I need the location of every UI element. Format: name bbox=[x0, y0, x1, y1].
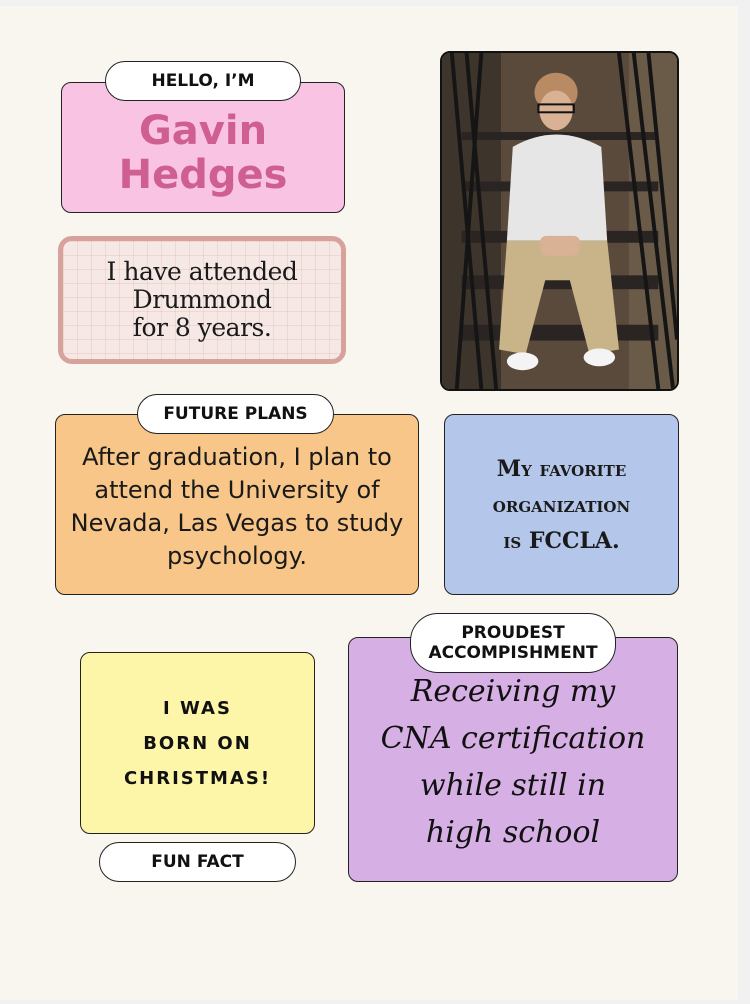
future-plans-label: FUTURE PLANS bbox=[137, 394, 334, 434]
portrait-photo-icon bbox=[442, 53, 677, 389]
student-photo bbox=[440, 51, 679, 391]
future-plans-text: After graduation, I plan to attend the University of Nevada, Las Vegas to study psychology. bbox=[70, 443, 404, 570]
fun-fact-card bbox=[80, 652, 315, 834]
proudest-text: Receiving my CNA certification while still in high school bbox=[380, 674, 646, 850]
attended-card bbox=[58, 236, 346, 364]
profile-page bbox=[0, 6, 738, 1000]
favorite-org-card bbox=[444, 414, 679, 595]
student-name: Gavin Hedges bbox=[118, 107, 288, 198]
future-plans-card bbox=[55, 414, 419, 595]
fun-fact-label: FUN FACT bbox=[99, 842, 296, 882]
proudest-card bbox=[348, 637, 678, 882]
name-card bbox=[61, 82, 345, 213]
favorite-org-text: My favorite organization is FCCLA. bbox=[492, 455, 631, 554]
hello-label: HELLO, I’M bbox=[105, 61, 301, 101]
fun-fact-text: I WAS BORN ON CHRISTMAS! bbox=[123, 697, 272, 789]
proudest-label: PROUDEST ACCOMPISHMENT bbox=[410, 613, 616, 673]
attended-text: I have attended Drummond for 8 years. bbox=[106, 257, 298, 342]
